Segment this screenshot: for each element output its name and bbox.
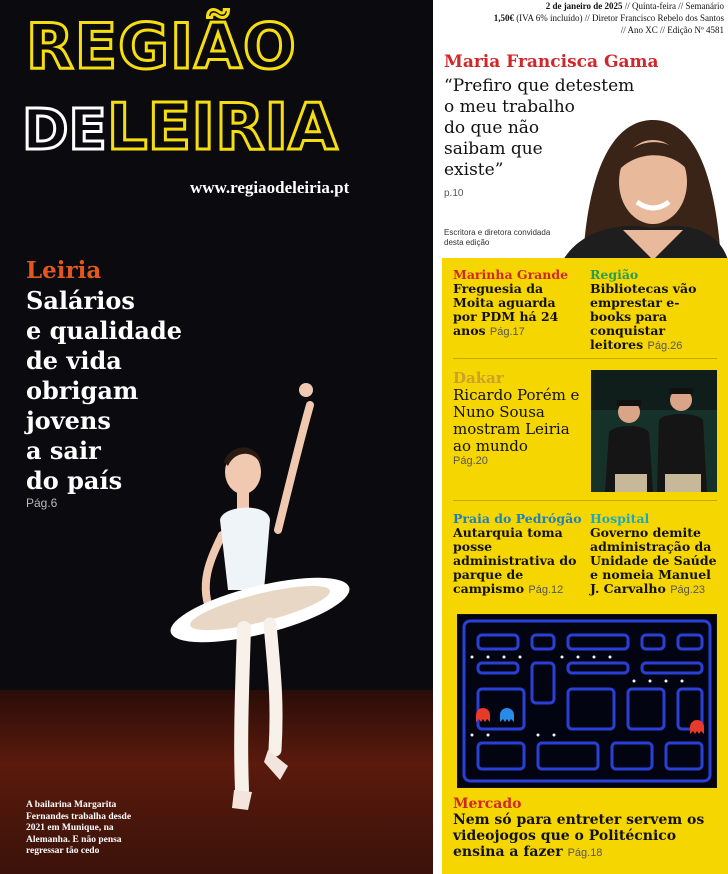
issue-weekday: // Quinta-feira // Semanário [624, 1, 724, 11]
story-page: Pág.17 [489, 326, 525, 338]
lead-headline-line: e qualidade [26, 316, 183, 345]
photo-caption: A bailarina Margarita Fernandes trabalha desde 2021 em Munique, na Alemanha. E não pensa regressar tão cedo [26, 800, 132, 856]
guest-name: Maria Francisca Gama [444, 52, 659, 72]
story-mercado[interactable] [453, 796, 721, 861]
masthead-de: DE [22, 98, 107, 163]
masthead-regiao: REGIÃO [26, 10, 297, 83]
story-kicker: Marinha Grande [453, 267, 569, 282]
story-headline-text: Nem só para entreter servem os videojogos que o Politécnico ensina a fazer [453, 812, 705, 860]
guest-portrait [543, 110, 728, 258]
story-headline [453, 526, 583, 597]
story-kicker: Praia do Pedrógão [453, 511, 582, 526]
story-headline-text: Governo demite administração da Unidade de Saúde e nomeia Manuel J. Carvalho [590, 525, 717, 596]
guest-quote-line: do que não [444, 118, 540, 138]
guest-editor-box[interactable] [433, 40, 728, 258]
story-headline-text: Freguesia da Moita aguarda por PDM há 24 anos [453, 281, 559, 338]
guest-quote-line: o meu trabalho [444, 97, 575, 117]
lead-headline-line: jovens [26, 406, 111, 435]
story-kicker: Dakar [453, 369, 504, 387]
masthead-de-leiria [22, 91, 338, 165]
story-hospital[interactable] [590, 512, 720, 597]
story-page: Pág.20 [453, 455, 488, 467]
story-headline [590, 526, 720, 597]
divider [453, 500, 717, 501]
story-headline-text: Autarquia toma posse administrativa do parque de campismo [453, 525, 577, 596]
right-column [433, 0, 728, 874]
story-marinha[interactable] [453, 268, 581, 339]
lead-headline-line: de vida [26, 346, 122, 375]
story-headline: Ricardo Porém e Nuno Sousa mostram Leiria ao mundo [453, 386, 580, 455]
ballerina-photo [160, 370, 380, 850]
lead-page: Pág.6 [26, 496, 58, 510]
issue-date: 2 de janeiro de 2025 [545, 1, 623, 11]
story-page: Pág.26 [647, 340, 683, 352]
dakar-photo [591, 370, 717, 492]
issue-director: // Diretor Francisco Rebelo dos Santos [584, 13, 724, 23]
guest-quote-line: “Prefiro que detestem [444, 76, 635, 96]
story-headline [590, 282, 718, 353]
guest-page: p.10 [444, 188, 464, 199]
story-kicker: Hospital [590, 511, 650, 526]
lead-kicker: Leiria [26, 257, 102, 284]
story-headline [453, 282, 581, 339]
story-dakar[interactable] [453, 370, 585, 467]
lead-headline-line: a sair [26, 436, 101, 465]
masthead-leiria: LEIRIA [106, 91, 338, 165]
website-url[interactable]: www.regiaodeleiria.pt [190, 178, 350, 197]
issue-year: // Ano XC [620, 25, 658, 35]
story-pedrogao[interactable] [453, 512, 583, 597]
issue-edition: // Edição Nº 4581 [659, 25, 724, 35]
lead-headline-line: do país [26, 466, 123, 495]
issue-info [434, 0, 724, 36]
news-briefs-box [442, 258, 728, 874]
lead-headline-line: Salários [26, 286, 135, 315]
issue-iva: (IVA 6% incluído) [516, 13, 583, 23]
story-kicker: Região [590, 267, 639, 282]
story-headline [453, 812, 721, 861]
story-kicker: Mercado [453, 796, 522, 812]
issue-price: 1,50€ [493, 13, 514, 23]
guest-quote-line: saibam que [444, 139, 543, 159]
guest-caption: Escritora e diretora convidada desta edição [444, 228, 551, 247]
divider [453, 358, 717, 359]
story-page: Pág.18 [567, 847, 603, 859]
story-headline-text: Bibliotecas vão emprestar e-books para conquistar leitores [590, 281, 697, 352]
story-page: Pág.12 [528, 584, 564, 596]
guest-quote-line: existe” [444, 160, 504, 180]
story-page: Pág.23 [670, 584, 706, 596]
lead-headline-line: obrigam [26, 376, 139, 405]
videogame-image [457, 614, 717, 788]
story-regiao[interactable] [590, 268, 718, 353]
